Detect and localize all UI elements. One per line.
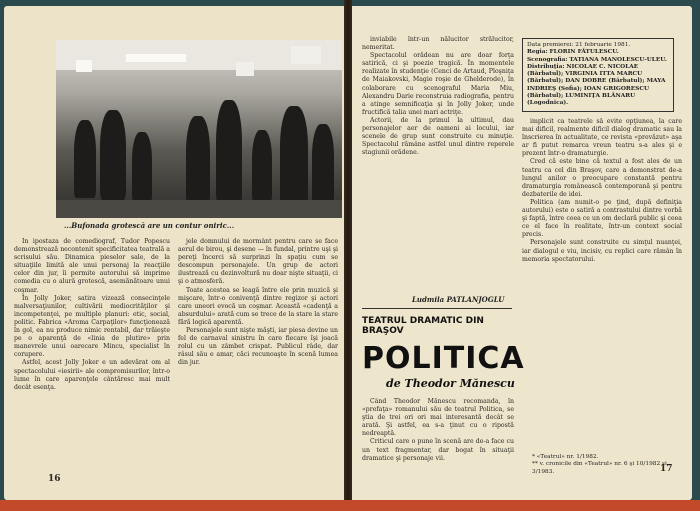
article-byline: de Theodor Mănescu — [386, 377, 515, 390]
article-column-c: implicit ca teatrele să evite opţiunea, la care mai dificil, realmente dificil dialog dramatic sau la înscrierea în actualitate, ce revista «prevăzut» aşa ar fi putut remarca vreun teatru s-a ales şi e prezent într-o dramaturgie. Cred că este bine că textul a fost ales de un teatru ca cel din Braşov, care a demonstrat de-a lungul anilor o preocupare constantă pentru dramaturgia românească contemporană şi pentru dezbaterile de idei. Politica (am numit-o pe ţind, după definiţia autorului) este o satiră a contrastului dintre vorbă şi faptă, între ceea ce un om declară public şi ceea ce el face în realitate, într-un context social precis. Personajele sunt construite cu simţul nuanţei, iar dialogul e viu, incisiv, cu replici care rămân în memoria spectatorului. — [522, 118, 682, 263]
book-edge — [0, 500, 700, 511]
article-column-a: inviabile într-un nălucitor strălucitor, nemeritat. Spectacolul orădean nu are doar forţa satirică, ci şi poezie tragică. În momentele realizate în studenţie (Cenci de Artaud, Ploşniţa de Maiakovski, Magie roşie de Ghelderode), în colaborare cu scenograful Maria Miu, Alexandru Darie reconstruia radiografia, pentru a atinge semnificaţia şi în Jolly Joker, unde fructifică talia unei mari actriţe. Actorii, de la primul la ultimul, dau personajelor aer de oameni ai locului, iar scenele de grup sunt construite cu minuţie. Spectacolul rămâne astfel unul dintre reperele stagiunii orădene. — [362, 36, 514, 157]
theatre-kicker: TEATRUL DRAMATIC DIN BRAŞOV — [362, 316, 484, 336]
article-title: POLITICA — [362, 341, 525, 376]
book-gutter — [344, 0, 352, 511]
page-number: 17 — [660, 464, 673, 474]
article-column-b: Când Theodor Mănescu recomanda, în «prefaţa» romanului său de teatrul Politica, se ştia de trei ori ori mai interesantă decât se arată. Şi astfel, ea s-a ţinut cu o ripostă nedreaptă. Criticul care o pune în scenă are de-a face cu un text fragmentar, dar bogat în situaţii dramatice şi personaje vii. — [362, 398, 514, 462]
production-credits-box: Data premierei: 21 februarie 1981. Regia: FLORIN FĂTULESCU. Scenografia: TATIANA MANOLESCU-ULEU. Distribuţia: NICOLAE C. NICOLAE (Bărbatul); VIRGINIA ITTA MARCU (Bărbatul); DAN DOBRE (Bărbatul); MAYA INDRIEŞ (Sofia); IOAN GRIGORESCU (Bărbatul); LUMINIŢA BLĂNARU (Logodnica). — [522, 38, 674, 112]
right-page — [352, 6, 692, 500]
photo-caption: ...Bufonada grotescă are un contur oniric... — [64, 221, 235, 230]
section-rule — [362, 308, 512, 309]
page-number: 16 — [48, 474, 61, 484]
footnotes: * «Teatrul» nr. 1/1982. ** v. cronicile din «Teatrul» nr. 6 şi 10/1982 şi 3/1983. — [532, 454, 667, 475]
article-column-2: jele domnului de mormânt pentru care se face aerul de birou, şi desene — în fundal, printre uşi şi pereţi încerci să surprinzi în spaţiu cum se descompun personajele. Un grup de actori ilustrează cu dezinvoltură nu doar nişte situaţii, ci şi o atmosferă. Toate acestea se leagă între ele prin muzică şi mişcare, într-o conivenţă dintre regizor şi actori care uneori evocă un coşmar. Această «cadenţă a absurdului» arată cum se trece de la stare la stare fără logică aparentă. Personajele sunt nişte măşti, iar piesa devine un fel de carnaval sinistru în care fiecare îşi joacă rolul cu un zâmbet crispat. Publicul râde, dar râsul său e amar, căci recunoaşte în scenă lumea din jur. — [178, 238, 338, 367]
article-column-1: În ipostaza de comediograf, Tudor Popescu demonstrează necontenit specificitatea teatrală a scrisului său. Dinamica pieselor sale, de la situaţiile limită ale unui personaj la reacţiile celor din jur, îi permite autorului să imprime comedia cu o alură grotescă, asemănătoare unui coşmar. În Jolly Joker, satira vizează consecinţele malversaţiunilor, cultivării mediocrităţilor şi incompetenţei, pe multiple planuri: etic, social, politic. Fabrica «Aroma Carpaţilor» funcţionează în gol, ea nu produce nimic rentabil, dar trăieşte pe o aparenţă de «linia de plutire» prin manevrele unui oarecare Mincu, specialist în corupere. Astfel, acest Jolly Joker e un adevărat om al spectacolului «iesirii» ale compromisurilor, într-o lume în care aparenţele cântăresc mai mult decât esenţa. — [14, 238, 170, 391]
left-page — [4, 6, 344, 500]
production-photo — [56, 40, 342, 218]
author-signature: Ludmila PATLANJOGLU — [412, 295, 505, 304]
